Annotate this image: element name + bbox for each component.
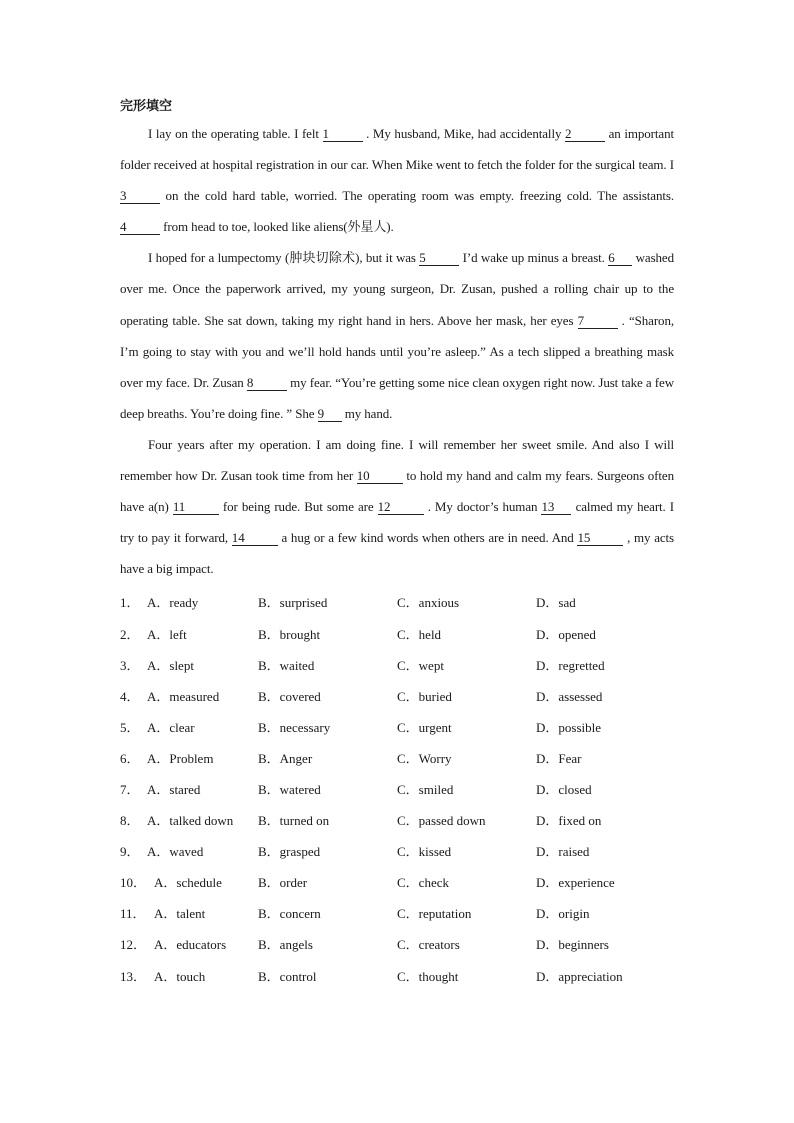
option-b[interactable]: B．waited bbox=[258, 657, 315, 673]
option-b[interactable]: B．covered bbox=[258, 688, 321, 704]
option-b[interactable]: B．surprised bbox=[258, 595, 328, 611]
question-row bbox=[120, 897, 674, 928]
question-row bbox=[120, 804, 674, 835]
question-number: 5． bbox=[120, 719, 140, 735]
option-d[interactable]: D．regretted bbox=[536, 657, 605, 673]
blank-7: 7 bbox=[578, 314, 618, 329]
section-heading: 完形填空 bbox=[120, 99, 173, 114]
blank-15: 15 bbox=[577, 531, 623, 546]
option-d[interactable]: D．experience bbox=[536, 875, 615, 891]
option-d[interactable]: D．sad bbox=[536, 595, 576, 611]
option-a[interactable]: A．measured bbox=[147, 688, 220, 704]
option-b[interactable]: B．angels bbox=[258, 937, 313, 953]
answer-options bbox=[120, 586, 674, 990]
passage-text: to hold my hand and calm my fears. Surgeons often have a(n) bbox=[120, 468, 674, 515]
question-row bbox=[120, 618, 674, 649]
option-a[interactable]: A．slept bbox=[147, 657, 194, 673]
passage-paragraph-2 bbox=[120, 242, 674, 429]
question-number: 3． bbox=[120, 657, 140, 673]
option-b[interactable]: B．grasped bbox=[258, 844, 321, 860]
option-a[interactable]: A．Problem bbox=[147, 750, 214, 766]
question-row bbox=[120, 649, 674, 680]
question-row bbox=[120, 742, 674, 773]
passage-text: . My doctor’s human bbox=[423, 499, 542, 515]
passage-text: . “Sharon, I’m going to stay with you and we’ll hold hands until you’re asleep.” As a tech slipped a breathing mask over my face. Dr. Zusan bbox=[120, 312, 675, 390]
question-number: 12． bbox=[120, 937, 147, 953]
blank-1: 1 bbox=[323, 127, 363, 142]
passage-text: . My husband, Mike, had accidentally bbox=[362, 126, 565, 141]
option-a[interactable]: A．educators bbox=[154, 937, 227, 953]
option-a[interactable]: A．left bbox=[147, 626, 187, 642]
option-c[interactable]: C．check bbox=[397, 875, 449, 891]
cloze-passage bbox=[120, 118, 674, 584]
option-b[interactable]: B．turned on bbox=[258, 813, 330, 829]
option-b[interactable]: B．Anger bbox=[258, 750, 313, 766]
option-b[interactable]: B．watered bbox=[258, 782, 321, 798]
blank-8: 8 bbox=[247, 376, 287, 391]
option-d[interactable]: D．possible bbox=[536, 719, 602, 735]
option-c[interactable]: C．Worry bbox=[397, 750, 452, 766]
option-d[interactable]: D．Fear bbox=[536, 750, 582, 766]
question-row bbox=[120, 928, 674, 959]
passage-text: for being rude. But some are bbox=[218, 499, 378, 515]
blank-12: 12 bbox=[378, 500, 424, 515]
blank-10: 10 bbox=[357, 469, 403, 484]
passage-text: I lay on the operating table. I felt bbox=[148, 126, 323, 141]
option-b[interactable]: B．necessary bbox=[258, 719, 331, 735]
option-c[interactable]: C．kissed bbox=[397, 844, 452, 860]
document-page bbox=[120, 96, 674, 991]
option-c[interactable]: C．creators bbox=[397, 937, 460, 953]
question-row bbox=[120, 680, 674, 711]
question-number: 1． bbox=[120, 595, 140, 611]
option-c[interactable]: C．smiled bbox=[397, 782, 454, 798]
blank-3: 3 bbox=[120, 189, 160, 204]
option-d[interactable]: D．assessed bbox=[536, 688, 603, 704]
question-number: 8． bbox=[120, 813, 140, 829]
option-a[interactable]: A．ready bbox=[147, 595, 199, 611]
question-number: 4． bbox=[120, 688, 140, 704]
blank-5: 5 bbox=[419, 251, 459, 266]
option-c[interactable]: C．anxious bbox=[397, 595, 460, 611]
option-c[interactable]: C．wept bbox=[397, 657, 444, 673]
option-d[interactable]: D．closed bbox=[536, 782, 592, 798]
question-row bbox=[120, 586, 674, 617]
question-row bbox=[120, 960, 674, 991]
question-number: 11． bbox=[120, 906, 146, 922]
passage-text: calmed my heart. I try to pay it forward, bbox=[120, 499, 675, 546]
blank-6: 6 bbox=[608, 251, 632, 266]
option-a[interactable]: A．waved bbox=[147, 844, 204, 860]
option-d[interactable]: D．fixed on bbox=[536, 813, 602, 829]
passage-text: washed over me. Once the paperwork arrived, my young surgeon, Dr. Zusan, pushed a rolling chair up to the operating table. She sat down, taking my right hand in hers. Above her mask, her eyes bbox=[120, 250, 674, 328]
option-a[interactable]: A．touch bbox=[154, 968, 206, 984]
passage-text: I’d wake up minus a breast. bbox=[459, 250, 609, 266]
question-number: 10． bbox=[120, 875, 147, 891]
passage-text: my hand. bbox=[341, 405, 393, 421]
option-d[interactable]: D．beginners bbox=[536, 937, 609, 953]
option-d[interactable]: D．appreciation bbox=[536, 968, 623, 984]
blank-2: 2 bbox=[565, 127, 605, 142]
passage-paragraph-1 bbox=[120, 118, 674, 242]
option-c[interactable]: C．reputation bbox=[397, 906, 472, 922]
option-a[interactable]: A．talked down bbox=[147, 813, 234, 829]
option-a[interactable]: A．stared bbox=[147, 782, 201, 798]
option-d[interactable]: D．opened bbox=[536, 626, 596, 642]
passage-text: on the cold hard table, worried. The operating room was empty. freezing cold. The assistants. bbox=[160, 188, 674, 204]
passage-text: , my acts have a big impact. bbox=[120, 530, 674, 577]
question-row bbox=[120, 866, 674, 897]
blank-4: 4 bbox=[120, 220, 160, 235]
blank-14: 14 bbox=[232, 531, 278, 546]
option-c[interactable]: C．held bbox=[397, 626, 442, 642]
question-row bbox=[120, 773, 674, 804]
option-b[interactable]: B．brought bbox=[258, 626, 321, 642]
blank-13: 13 bbox=[541, 500, 571, 515]
passage-text: I hoped for a lumpectomy (肿块切除术), but it was bbox=[148, 250, 420, 266]
option-a[interactable]: A．schedule bbox=[154, 875, 222, 891]
option-d[interactable]: D．raised bbox=[536, 844, 590, 860]
passage-text: from head to toe, looked like aliens(外星人). bbox=[160, 219, 394, 235]
passage-text: an important folder received at hospital registration in our car. When Mike went to fetch the folder for the surgical team. I bbox=[120, 126, 674, 173]
question-number: 7． bbox=[120, 782, 140, 798]
question-number: 13． bbox=[120, 968, 147, 984]
blank-11: 11 bbox=[173, 500, 219, 515]
option-a[interactable]: A．talent bbox=[154, 906, 206, 922]
option-d[interactable]: D．origin bbox=[536, 906, 590, 922]
option-c[interactable]: C．urgent bbox=[397, 719, 452, 735]
passage-text: Four years after my operation. I am doing fine. I will remember her sweet smile. And also I will remember how Dr. Zusan took time from her bbox=[120, 436, 674, 484]
blank-9: 9 bbox=[318, 407, 342, 422]
question-row bbox=[120, 835, 674, 866]
option-b[interactable]: B．concern bbox=[258, 906, 321, 922]
passage-text: my fear. “You’re getting some nice clean oxygen right now. Just take a few deep breaths. You’re doing fine. ” She bbox=[120, 374, 674, 421]
option-b[interactable]: B．control bbox=[258, 968, 317, 984]
question-row bbox=[120, 711, 674, 742]
question-number: 9． bbox=[120, 844, 140, 860]
question-number: 2． bbox=[120, 626, 140, 642]
option-c[interactable]: C．buried bbox=[397, 688, 452, 704]
passage-paragraph-3 bbox=[120, 429, 674, 584]
question-number: 6． bbox=[120, 750, 140, 766]
option-c[interactable]: C．thought bbox=[397, 968, 459, 984]
passage-text: a hug or a few kind words when others are in need. And bbox=[277, 530, 578, 546]
option-c[interactable]: C．passed down bbox=[397, 813, 486, 829]
option-a[interactable]: A．clear bbox=[147, 719, 195, 735]
option-b[interactable]: B．order bbox=[258, 875, 308, 891]
